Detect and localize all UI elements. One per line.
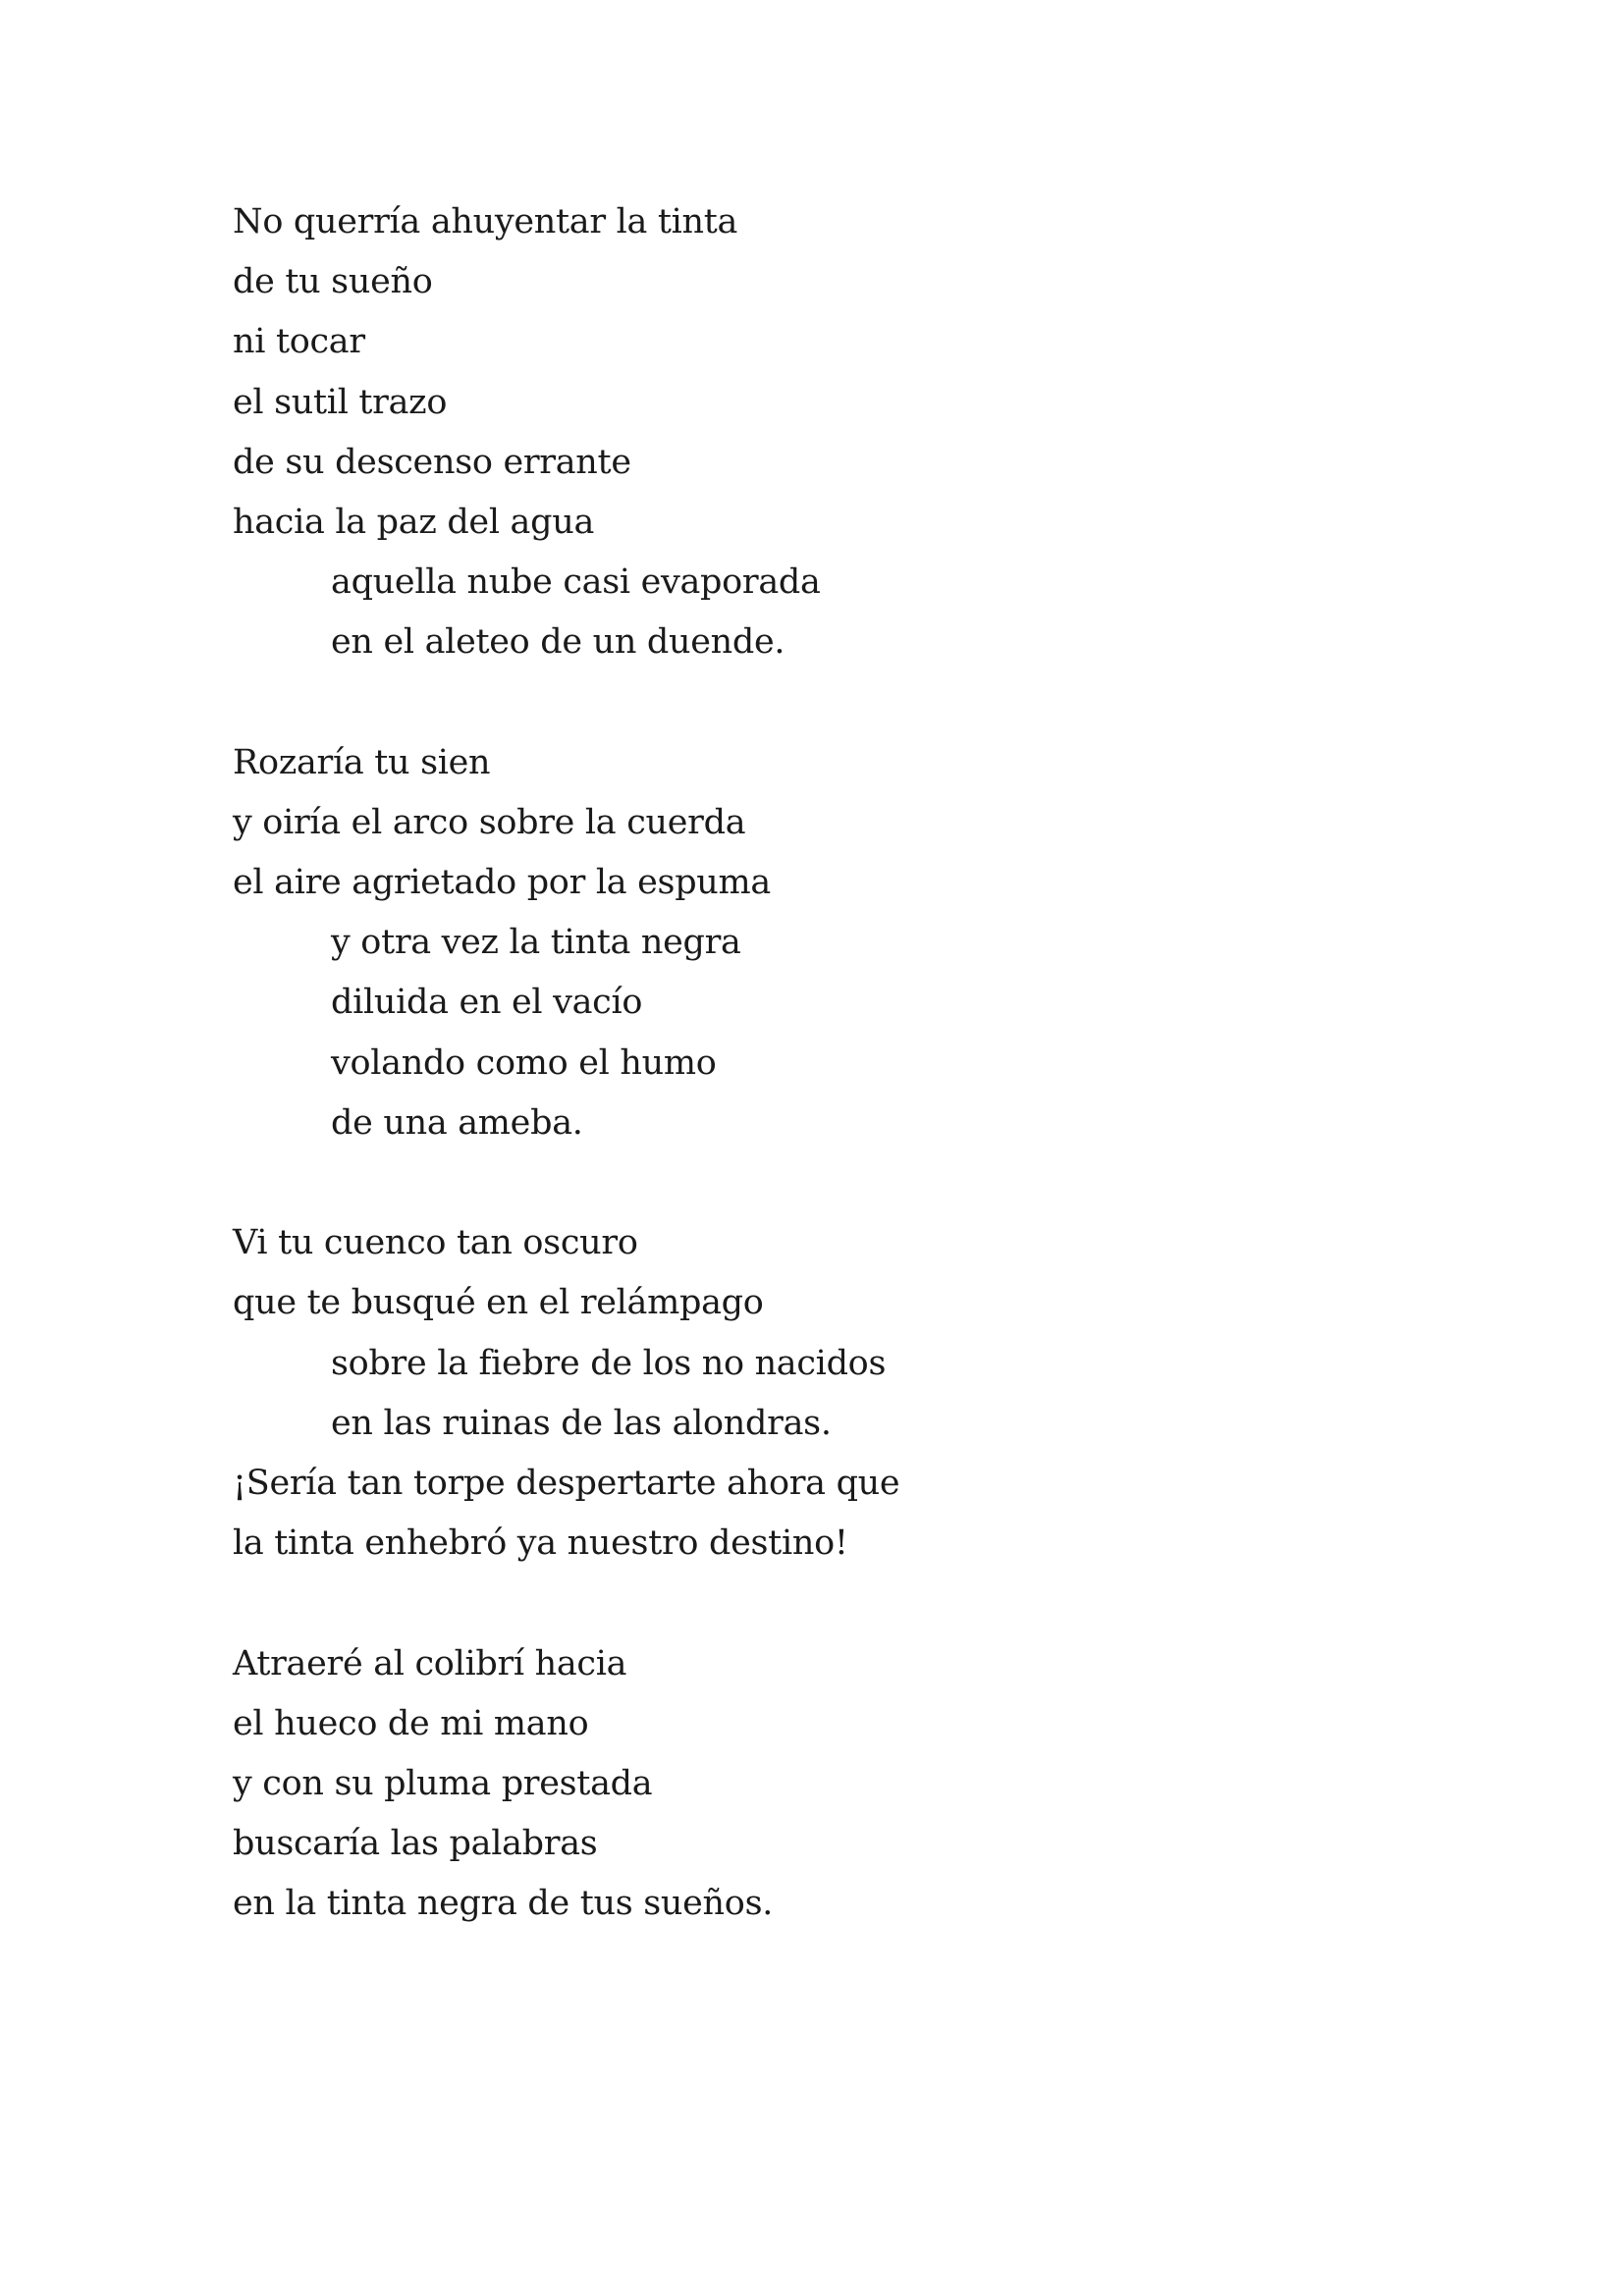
poem-line-indented: y otra vez la tinta negra xyxy=(331,923,741,963)
poem-line: buscaría las palabras xyxy=(233,1824,598,1864)
poem-body xyxy=(233,192,1411,1934)
stanza-2 xyxy=(233,733,1411,1153)
poem-line-indented: sobre la fiebre de los no nacidos xyxy=(331,1343,887,1383)
poem-line-indented: diluida en el vacío xyxy=(331,983,643,1023)
poem-line: No querría ahuyentar la tinta xyxy=(233,202,738,241)
poem-line: de tu sueño xyxy=(233,262,433,302)
poem-line: el hueco de mi mano xyxy=(233,1703,589,1743)
poem-line: Rozaría tu sien xyxy=(233,742,491,782)
poem-line: en la tinta negra de tus sueños. xyxy=(233,1884,774,1924)
stanza-4 xyxy=(233,1634,1411,1935)
poem-line: Atraeré al colibrí hacia xyxy=(233,1643,627,1683)
poem-line: ¡Sería tan torpe despertarte ahora que xyxy=(233,1463,900,1503)
poem-line-indented: aquella nube casi evaporada xyxy=(331,562,821,603)
poem-line: y con su pluma prestada xyxy=(233,1763,653,1803)
poem-line: Vi tu cuenco tan oscuro xyxy=(233,1223,638,1263)
poem-line: la tinta enhebró ya nuestro destino! xyxy=(233,1523,848,1564)
poem-line: el aire agrietado por la espuma xyxy=(233,863,772,903)
poem-line-indented: de una ameba. xyxy=(331,1102,583,1143)
poem-line-indented: volando como el humo xyxy=(331,1042,717,1083)
poem-line-indented: en el aleteo de un duende. xyxy=(331,622,785,663)
poem-line: hacia la paz del agua xyxy=(233,502,595,542)
stanza-3 xyxy=(233,1213,1411,1574)
stanza-1 xyxy=(233,192,1411,673)
poem-line: ni tocar xyxy=(233,322,365,362)
poem-line: que te busqué en el relámpago xyxy=(233,1283,764,1323)
poem-line: de su descenso errante xyxy=(233,442,631,482)
poem-line: el sutil trazo xyxy=(233,382,448,422)
poem-line: y oiría el arco sobre la cuerda xyxy=(233,802,746,842)
poem-line-indented: en las ruinas de las alondras. xyxy=(331,1403,832,1443)
